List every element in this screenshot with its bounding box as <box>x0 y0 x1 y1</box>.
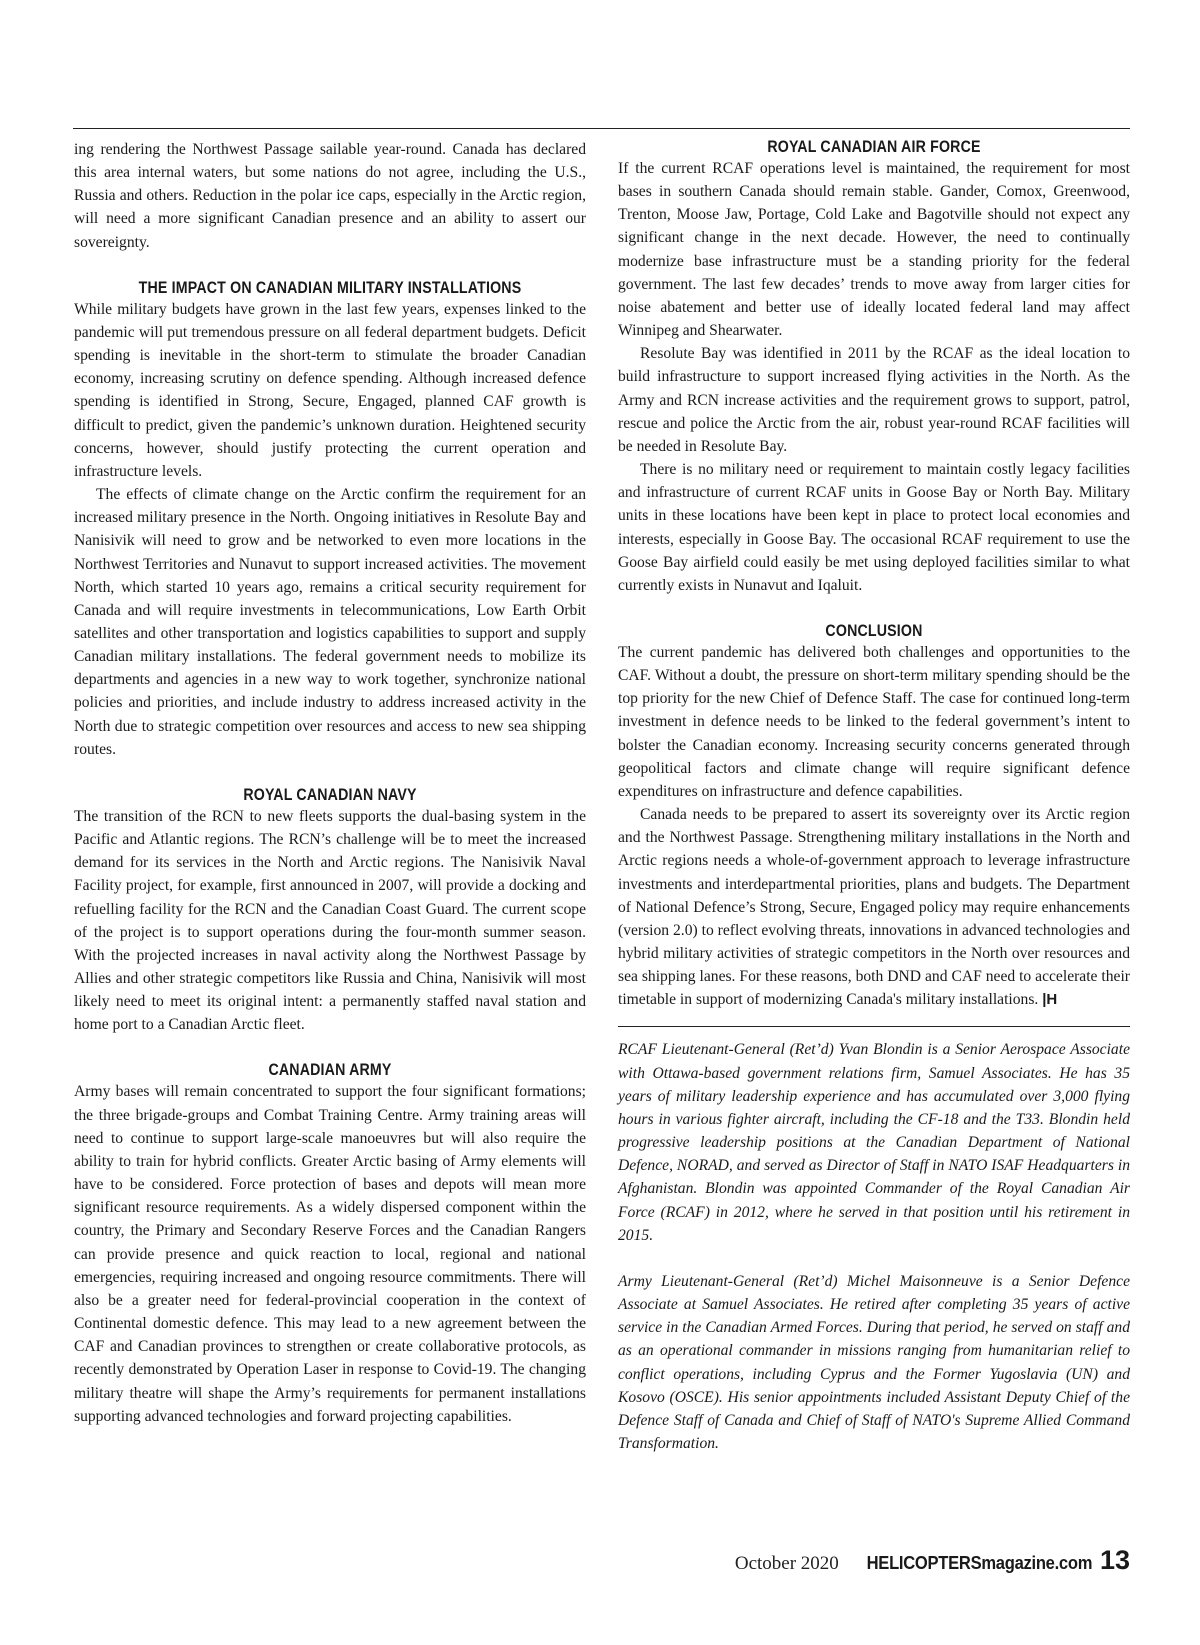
navy-paragraph: The transition of the RCN to new fleets supports the dual-basing system in the Pacific and Atlantic regions. The RCN’s challenge will be to meet the increased demand for its services in the North and Arctic regions. The Nanisivik Naval Facility project, for example, first announced in 2007, will provide a docking and refuelling facility for the RCN and the Canadian Coast Guard. The current scope of the project is to support operations during the four-month summer season. With the projected increases in naval activity along the Northwest Passage by Allies and other strategic competitors like Russia and China, Nanisivik will most likely need to meet its original intent: a permanently staffed naval station and home port to a Canadian Arctic fleet. <box>74 807 586 1034</box>
rcaf-paragraph-2: Resolute Bay was identified in 2011 by the RCAF as the ideal location to build infrastructure to support increased flying activities in the North. As the Army and RCN increase activities and the requirement grows to support, patrol, rescue and police the Arctic from the air, robust year-round RCAF facilities will be needed in Resolute Bay. <box>618 345 1130 455</box>
impact-heading: THE IMPACT ON CANADIAN MILITARY INSTALLATIONS <box>138 278 522 297</box>
rcaf-paragraph-3: There is no military need or requirement to maintain costly legacy facilities and infrastructure of current RCAF units in Goose Bay or North Bay. Military units in these locations have been kept in place to protect local economies and interests, especially in Goose Bay. The occasional RCAF requirement to use the Goose Bay airfield could easily be met using deployed facilities similar to what currently exists in Nunavut and Iqaluit. <box>618 461 1130 594</box>
conclusion-paragraph-2-text: Canada needs to be prepared to assert its sovereignty over its Arctic region and the Northwest Passage. Strengthening military installations in the North and Arctic regions needs a whole-of-government approach to leverage infrastructure investments and interdepartmental priorities, plans and budgets. The Department of National Defence’s Strong, Secure, Engaged policy may require enhancements (version 2.0) to reflect evolving threats, innovations in advanced technologies and hybrid military activities of strategic competitors in the North over resources and sea shipping lanes. For these reasons, both DND and CAF need to accelerate their timetable in support of modernizing Canada's military installations. <box>618 806 1130 1009</box>
army-heading: CANADIAN ARMY <box>268 1061 392 1080</box>
army-paragraph: Army bases will remain concentrated to support the four significant formations; the three brigade-groups and Combat Training Centre. Army training areas will need to continue to support large-scale manoeuvres but will also require the ability to train for hybrid conflicts. Greater Arctic basing of Army elements will have to be considered. Force protection of bases and depots will mean more significant resource requirements. As a widely dispersed component within the country, the Primary and Secondary Reserve Forces and the Canadian Rangers can provide presence and quick reaction to local, regional and national emergencies, requiring increased and ongoing resource commitments. There will also be a greater need for federal-provincial cooperation in the context of Continental domestic defence. This may lead to a new agreement between the CAF and Canadian provinces to strengthen or create collaborative protocols, as recently demonstrated by Operation Laser in response to Covid-19. The changing military theatre will shape the Army’s requirements for permanent installations supporting advanced technologies and forward projecting capabilities. <box>74 1083 586 1425</box>
top-rule <box>73 128 1130 129</box>
page-footer <box>735 1545 1130 1576</box>
bio-divider <box>618 1026 1130 1027</box>
impact-paragraph-2: The effects of climate change on the Arctic confirm the requirement for an increased military presence in the North. Ongoing initiatives in Resolute Bay and Nanisivik will need to grow and be networked to even more locations in the Northwest Territories and Nunavut to support increased activities. The movement North, which started 10 years ago, remains a critical security requirement for Canada and will require investments in telecommunications, Low Earth Orbit satellites and other transportation and logistics capabilities to support and supply Canadian military installations. The federal government needs to mobilize its departments and agencies in a new way to work together, synchronize national policies and priorities, and include industry to address increased activity in the North due to strategic competition over resources and access to new sea shipping routes. <box>74 486 586 758</box>
author-bio-maisonneuve: Army Lieutenant-General (Ret’d) Michel Maisonneuve is a Senior Defence Associate at Samuel Associates. He retired after completing 35 years of active service in the Canadian Armed Forces. During that period, he served on staff and as an operational commander in missions ranging from humanitarian relief to conflict operations, including Cyprus and the Former Yugoslavia (UN) and Kosovo (OSCE). His senior appointments included Assistant Deputy Chief of the Defence Staff of Canada and Chief of Staff of NATO's Supreme Allied Command Transformation. <box>618 1272 1130 1452</box>
right-column <box>618 138 1130 1455</box>
conclusion-heading: CONCLUSION <box>825 621 923 640</box>
rcaf-heading: ROYAL CANADIAN AIR FORCE <box>767 138 981 156</box>
page-number: 13 <box>1099 1545 1130 1575</box>
navy-heading: ROYAL CANADIAN NAVY <box>243 785 417 804</box>
end-mark-icon: |H <box>1042 991 1058 1009</box>
author-bio-blondin: RCAF Lieutenant-General (Ret’d) Yvan Blondin is a Senior Aerospace Associate with Ottawa-based government relations firm, Samuel Associates. He has 35 years of military leadership experience and has accumulated over 3,000 flying hours in various fighter aircraft, including the CF-18 and the T33. Blondin held progressive leadership positions at the Canadian Department of National Defence, NORAD, and served as Director of Staff in NATO ISAF Headquarters in Afghanistan. Blondin was appointed Commander of the Royal Canadian Air Force (RCAF) in 2012, where he served in that position until his retirement in 2015. <box>618 1041 1130 1244</box>
intro-paragraph: ing rendering the Northwest Passage sailable year-round. Canada has declared this area internal waters, but some nations do not agree, including the U.S., Russia and others. Reduction in the polar ice caps, especially in the Arctic region, will need a more significant Canadian presence and an ability to assert our sovereignty. <box>74 141 586 251</box>
impact-paragraph-1: While military budgets have grown in the last few years, expenses linked to the pandemic will put tremendous pressure on all federal department budgets. Deficit spending is inevitable in the short-term to stimulate the broader Canadian economy, increasing scrutiny on defence spending. Although increased defence spending is identified in Strong, Secure, Engaged, planned CAF growth is difficult to predict, given the pandemic’s unknown duration. Heightened security concerns, however, should justify protecting the current operation and infrastructure levels. <box>74 300 586 480</box>
left-column <box>74 138 586 1428</box>
rcaf-paragraph-1: If the current RCAF operations level is maintained, the requirement for most bases in southern Canada should remain stable. Gander, Comox, Greenwood, Trenton, Moose Jaw, Portage, Cold Lake and Bagotville should not expect any significant change in the next decade. However, the need to continually modernize base infrastructure must be a standing priority for the federal government. The last few decades’ trends to move away from larger cities for noise abatement and better use of ideally located federal land may affect Winnipeg and Shearwater. <box>618 160 1130 340</box>
footer-date: October 2020 <box>734 1553 839 1574</box>
conclusion-paragraph-1: The current pandemic has delivered both challenges and opportunities to the CAF. Without a doubt, the pressure on short-term military spending should be the top priority for the new Chief of Defence Staff. The case for continued long-term investment in defence needs to be linked to the federal government’s intent to bolster the Canadian economy. Increasing security concerns generated through geopolitical factors and climate change will require significant defence expenditures on infrastructure and defence capabilities. <box>618 643 1130 800</box>
conclusion-paragraph-2 <box>618 803 1130 1011</box>
footer-site-link[interactable]: HELICOPTERSmagazine.com <box>866 1553 1092 1573</box>
